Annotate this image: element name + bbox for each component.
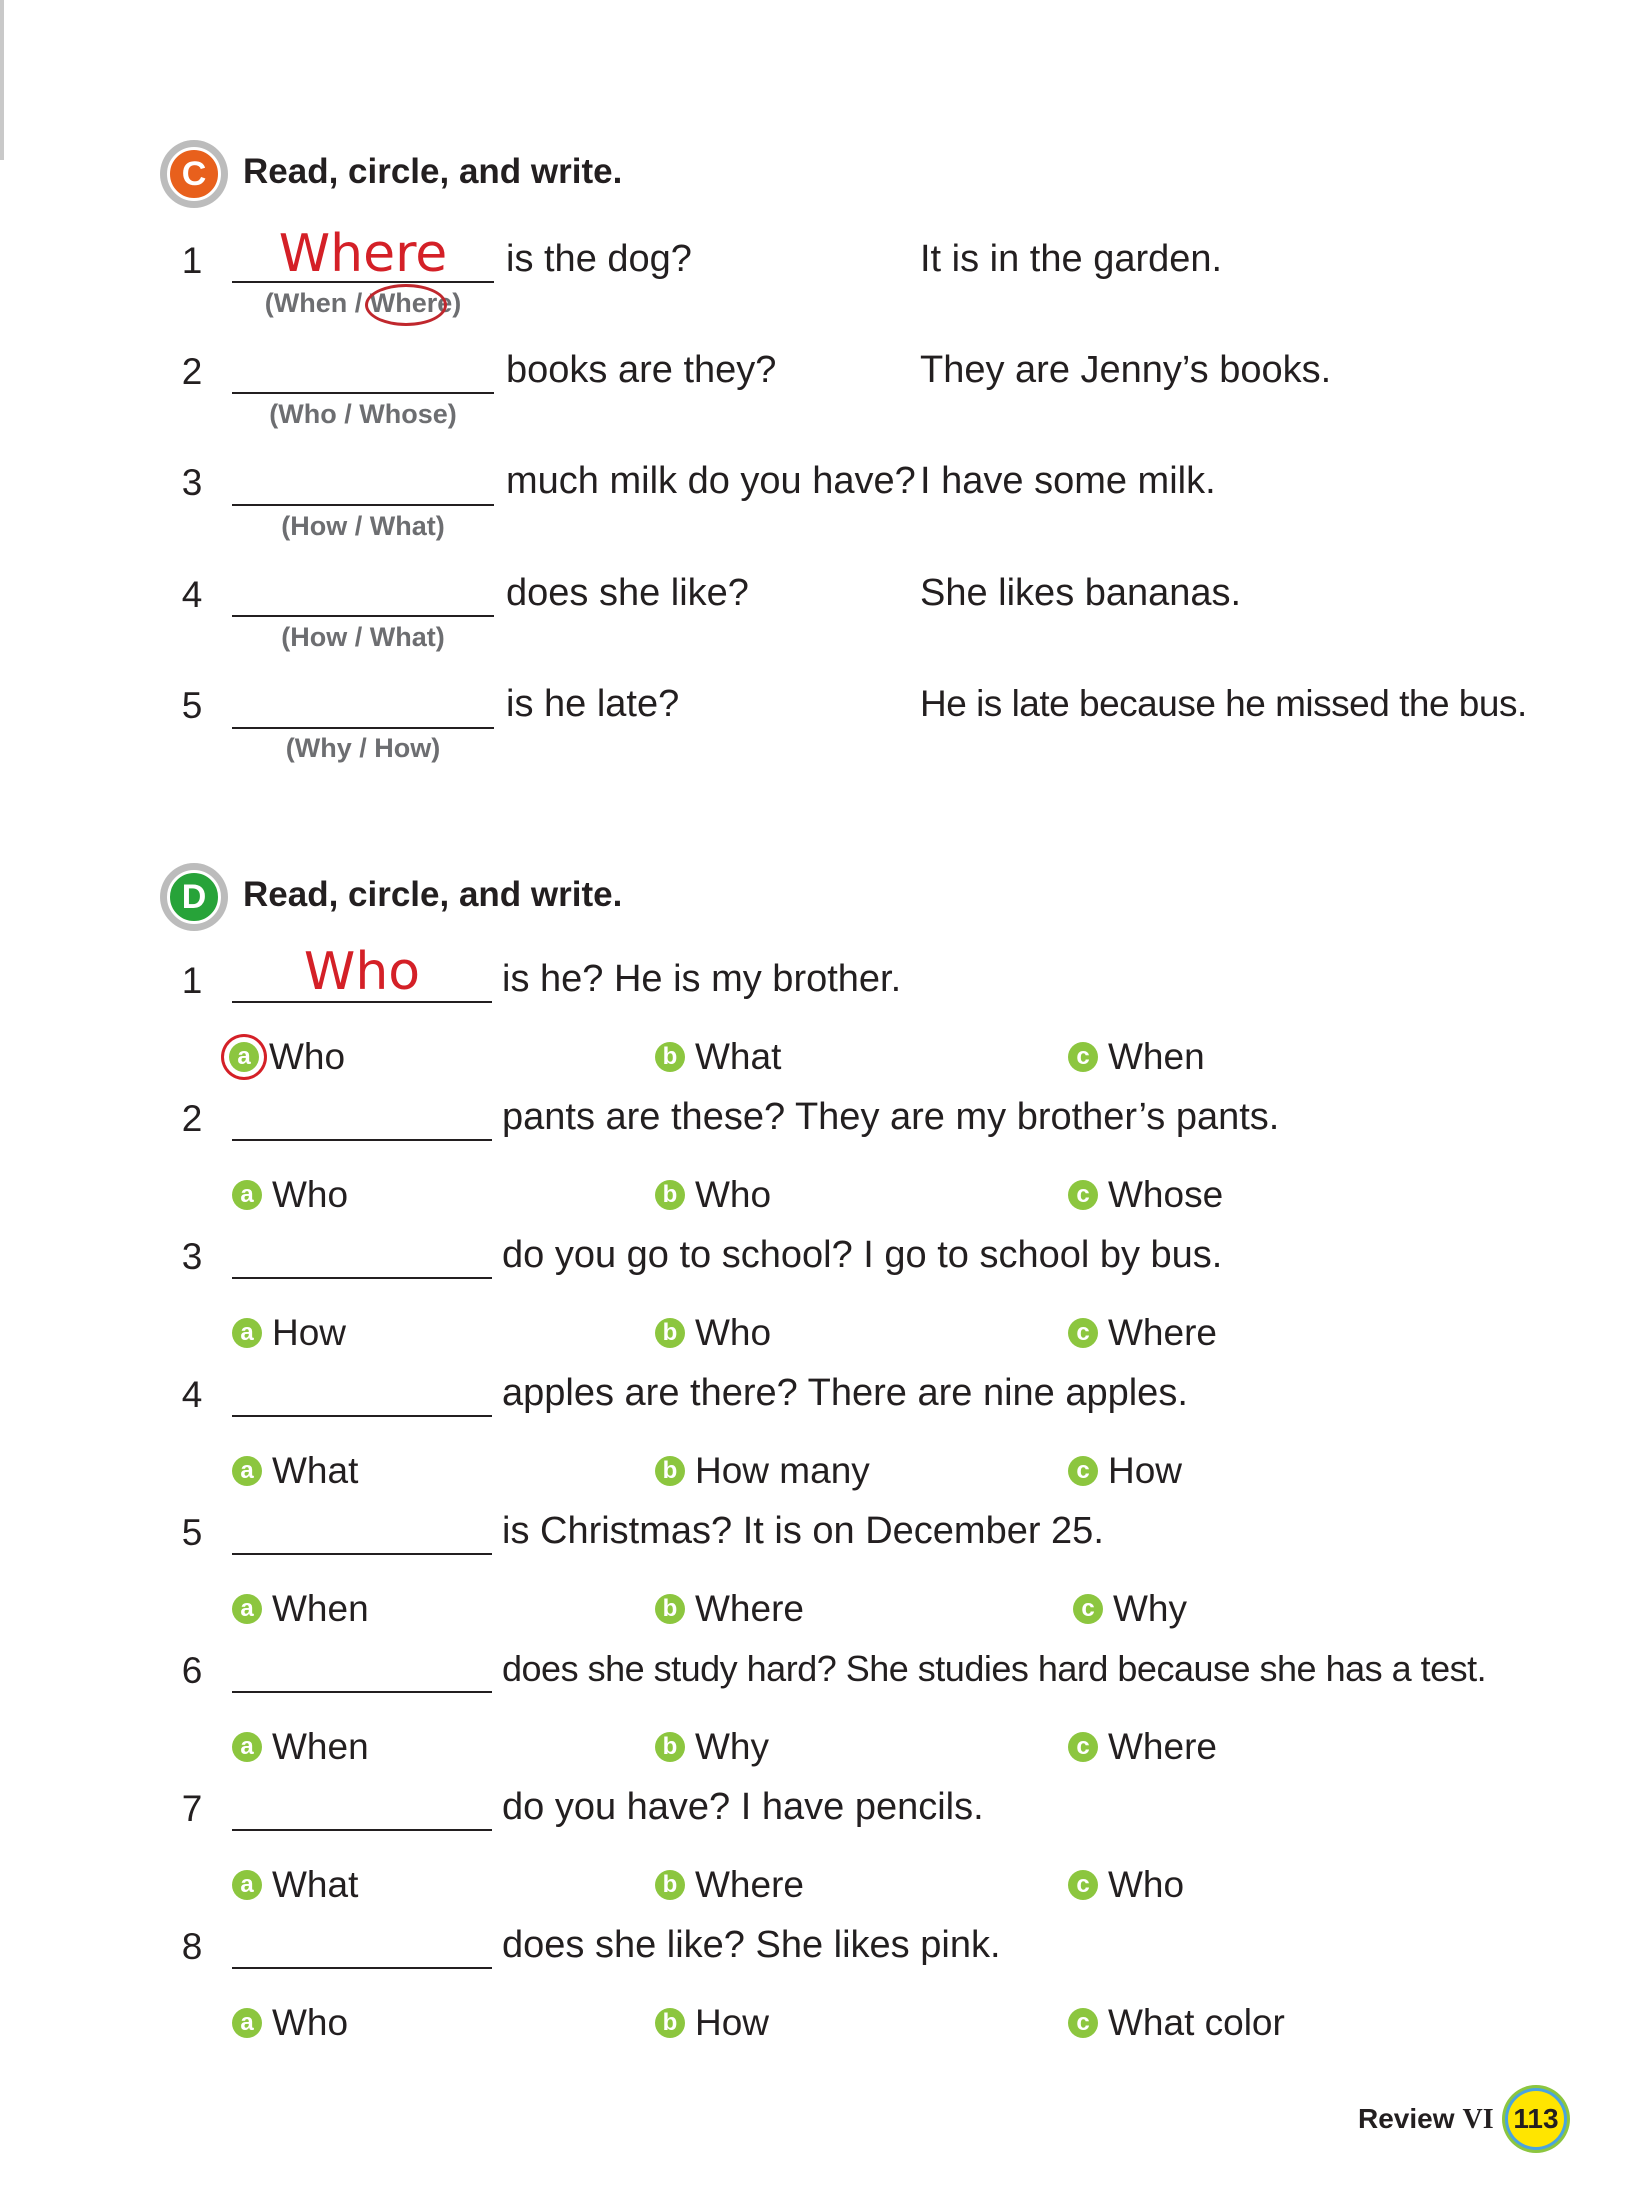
choice-a-marker: a — [232, 1594, 262, 1624]
choice-c[interactable] — [1068, 1726, 1217, 1768]
handwritten-answer: Where — [278, 224, 448, 284]
word-hint: (How / What) — [281, 622, 445, 652]
circle-mark — [365, 284, 447, 326]
choice-b[interactable] — [655, 1312, 771, 1354]
choice-a[interactable] — [232, 1312, 346, 1354]
choice-b-marker: b — [655, 1732, 685, 1762]
response-text: He is late because he missed the bus. — [920, 683, 1527, 724]
choice-a[interactable] — [232, 1588, 369, 1630]
choice-c-marker: c — [1068, 1732, 1098, 1762]
choice-a-text: Who — [272, 2002, 349, 2043]
choice-a[interactable] — [232, 2002, 348, 2044]
choice-c[interactable] — [1068, 1036, 1205, 1078]
choice-a-marker: a — [229, 1042, 259, 1072]
choice-a[interactable] — [232, 1174, 348, 1216]
choice-b-text: Where — [695, 1588, 804, 1629]
answer-blank[interactable] — [232, 1691, 492, 1693]
question-text: is the dog? — [506, 238, 692, 280]
item-number: 1 — [181, 240, 203, 281]
section-c-badge — [160, 140, 228, 208]
response-text: They are Jenny’s books. — [920, 349, 1332, 391]
answer-blank[interactable] — [232, 615, 494, 617]
choice-b-text: What — [695, 1036, 782, 1077]
question-text: is he? He is my brother. — [502, 958, 902, 1000]
question-text: much milk do you have? — [506, 460, 916, 502]
section-c-title: Read, circle, and write. — [243, 152, 623, 191]
question-text: apples are there? There are nine apples. — [502, 1372, 1188, 1414]
choice-c-marker: c — [1068, 1042, 1098, 1072]
answer-blank[interactable] — [232, 1553, 492, 1555]
choice-c-marker: c — [1068, 1870, 1098, 1900]
choice-b[interactable] — [655, 1726, 769, 1768]
choice-a-marker: a — [232, 1732, 262, 1762]
answer-blank[interactable] — [232, 392, 494, 394]
question-text: books are they? — [506, 349, 777, 391]
section-d-letter: D — [167, 870, 221, 924]
choice-b-marker: b — [655, 1594, 685, 1624]
choice-a[interactable] — [229, 1036, 345, 1078]
item-number: 1 — [181, 960, 203, 1001]
answer-blank[interactable] — [232, 1001, 492, 1003]
response-text: She likes bananas. — [920, 572, 1242, 614]
item-number: 2 — [181, 351, 203, 392]
question-text: does she like? She likes pink. — [502, 1924, 1001, 1966]
section-d-badge — [160, 863, 228, 931]
choice-c-text: Where — [1108, 1726, 1217, 1767]
choice-c-marker: c — [1068, 2008, 1098, 2038]
word-hint: (When / Where) — [264, 288, 462, 318]
section-c-letter: C — [167, 147, 221, 201]
choice-b-marker: b — [655, 1456, 685, 1486]
choice-a[interactable] — [232, 1450, 358, 1492]
choice-c[interactable] — [1068, 2002, 1285, 2044]
answer-blank[interactable] — [232, 1277, 492, 1279]
choice-b-marker: b — [655, 1318, 685, 1348]
choice-a-marker: a — [232, 1318, 262, 1348]
item-number: 2 — [181, 1098, 203, 1139]
word-hint: (How / What) — [281, 511, 445, 541]
question-text: does she like? — [506, 572, 749, 614]
choice-c[interactable] — [1068, 1450, 1182, 1492]
choice-a-marker: a — [232, 1180, 262, 1210]
choice-c[interactable] — [1073, 1588, 1187, 1630]
choice-c-marker: c — [1068, 1318, 1098, 1348]
choice-a[interactable] — [232, 1726, 369, 1768]
question-text: do you have? I have pencils. — [502, 1786, 984, 1828]
item-number: 4 — [181, 1374, 203, 1415]
choice-a-marker: a — [232, 2008, 262, 2038]
word-hint: (Who / Whose) — [269, 399, 457, 429]
choice-c-marker: c — [1073, 1594, 1103, 1624]
question-text: is Christmas? It is on December 25. — [502, 1510, 1104, 1552]
choice-a-text: Who — [272, 1174, 349, 1215]
choice-b-marker: b — [655, 1180, 685, 1210]
choice-a-text: What — [272, 1450, 359, 1491]
item-number: 3 — [181, 1236, 203, 1277]
choice-c[interactable] — [1068, 1174, 1223, 1216]
choice-c[interactable] — [1068, 1312, 1217, 1354]
answer-blank[interactable] — [232, 504, 494, 506]
choice-b-marker: b — [655, 2008, 685, 2038]
choice-b-marker: b — [655, 1870, 685, 1900]
answer-blank[interactable] — [232, 727, 494, 729]
item-number: 8 — [181, 1926, 203, 1967]
response-text: It is in the garden. — [920, 238, 1223, 280]
choice-c[interactable] — [1068, 1864, 1184, 1906]
question-text: pants are these? They are my brother’s pants. — [502, 1096, 1280, 1138]
choice-b[interactable] — [655, 1036, 781, 1078]
choice-b[interactable] — [655, 1864, 804, 1906]
section-d-title: Read, circle, and write. — [243, 875, 623, 914]
choice-a-text: How — [272, 1312, 347, 1353]
choice-b[interactable] — [655, 1174, 771, 1216]
answer-blank[interactable] — [232, 1139, 492, 1141]
choice-b-text: How many — [695, 1450, 870, 1491]
item-number: 7 — [181, 1788, 203, 1829]
question-text: is he late? — [506, 683, 680, 725]
choice-a-marker: a — [232, 1870, 262, 1900]
page-number: 113 — [1508, 2091, 1564, 2147]
response-text: I have some milk. — [920, 460, 1216, 502]
choice-c-text: What color — [1108, 2002, 1285, 2043]
answer-blank[interactable] — [232, 1415, 492, 1417]
choice-b-text: Who — [695, 1312, 772, 1353]
footer-label: Review — [1358, 2103, 1455, 2134]
item-number: 4 — [181, 574, 203, 615]
choice-c-text: How — [1108, 1450, 1183, 1491]
choice-c-text: Why — [1113, 1588, 1187, 1629]
choice-b-marker: b — [655, 1042, 685, 1072]
question-text: do you go to school? I go to school by bus. — [502, 1234, 1223, 1276]
footer-roman: VI — [1462, 2104, 1494, 2135]
choice-b[interactable] — [655, 1588, 804, 1630]
choice-a-text: Who — [269, 1036, 346, 1077]
choice-b-text: Where — [695, 1864, 804, 1905]
choice-b[interactable] — [655, 2002, 769, 2044]
choice-c-text: Whose — [1108, 1174, 1224, 1215]
choice-c-text: When — [1108, 1036, 1205, 1077]
item-number: 5 — [181, 1512, 203, 1553]
choice-a-text: When — [272, 1588, 369, 1629]
choice-b[interactable] — [655, 1450, 870, 1492]
footer-review-label — [1358, 2103, 1494, 2136]
question-text: does she study hard? She studies hard because she has a test. — [502, 1648, 1487, 1689]
choice-b-text: Why — [695, 1726, 769, 1767]
page-edge — [0, 0, 4, 160]
choice-a-text: What — [272, 1864, 359, 1905]
word-hint: (Why / How) — [285, 733, 441, 763]
choice-a[interactable] — [232, 1864, 358, 1906]
item-number: 3 — [181, 462, 203, 503]
choice-c-text: Who — [1108, 1864, 1185, 1905]
choice-b-text: Who — [695, 1174, 772, 1215]
choice-c-marker: c — [1068, 1180, 1098, 1210]
answer-blank[interactable] — [232, 1967, 492, 1969]
handwritten-answer: Who — [303, 942, 421, 1002]
item-number: 6 — [181, 1650, 203, 1691]
answer-blank[interactable] — [232, 281, 494, 283]
answer-blank[interactable] — [232, 1829, 492, 1831]
choice-c-marker: c — [1068, 1456, 1098, 1486]
choice-a-text: When — [272, 1726, 369, 1767]
item-number: 5 — [181, 685, 203, 726]
choice-b-text: How — [695, 2002, 770, 2043]
choice-c-text: Where — [1108, 1312, 1217, 1353]
choice-a-marker: a — [232, 1456, 262, 1486]
